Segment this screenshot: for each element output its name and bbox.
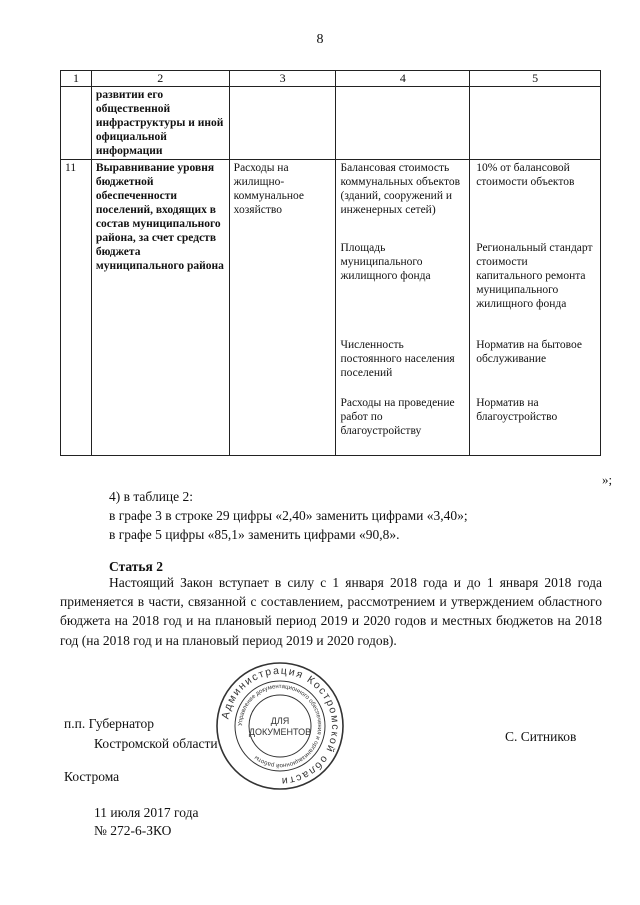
stamp-outer-ring: [217, 663, 343, 789]
header-cell: 5: [470, 71, 601, 87]
article-text: Настоящий Закон вступает в силу с 1 января 2018 года и до 1 января 2018 года применяется в части, связанной с составлением, рассмотрением и утверждением областного бюджета на 2018 год и на плановый период 2019 и 2020 годов и местных бюджетов на 2018 год (на 2018 год и на плановый период 2019 и 2020 годов).: [60, 575, 602, 648]
norm-item: Региональный стандарт стоимости капитального ремонта муниципального жилищного фонда: [476, 242, 593, 311]
indicator-item: Балансовая стоимость коммунальных объектов (зданий, сооружений и инженерных сетей): [340, 162, 461, 217]
cell-indicators: [336, 160, 470, 456]
cell-norm: [470, 87, 601, 160]
closing-quote: »;: [602, 472, 613, 487]
cell-expense: [229, 87, 336, 160]
place: Кострома: [64, 769, 120, 784]
schedule-table: [60, 70, 601, 456]
cell-name: развитии его общественной инфраструктуры и иной официальной информации: [91, 87, 229, 160]
header-cell: 1: [61, 71, 92, 87]
table-header-row: [61, 71, 601, 87]
official-stamp: [214, 660, 346, 792]
norm-item: Норматив на бытовое обслуживание: [476, 339, 583, 366]
header-cell: 2: [91, 71, 229, 87]
signature-title: п.п. Губернатор: [64, 716, 154, 731]
law-date: 11 июля 2017 года: [94, 805, 199, 820]
cell-name: Выравнивание уровня бюджетной обеспеченности поселений, входящих в состав муниципального района, за счет средств бюджета муниципального района: [91, 160, 229, 456]
table-row-continuation: [61, 87, 601, 160]
cell-indicator: [336, 87, 470, 160]
signature-region: Костромской области: [94, 736, 218, 751]
stamp-center-ring: [249, 695, 311, 757]
stamp-center-line1: ДЛЯ: [270, 716, 290, 726]
amendment-line: в графе 3 в строке 29 цифры «2,40» заменить цифрами «3,40»;: [109, 508, 468, 523]
norm-item: 10% от балансовой стоимости объектов: [476, 162, 575, 189]
cell-norms: [470, 160, 601, 456]
cell-number: 11: [61, 160, 92, 456]
amendment-line: в графе 5 цифры «85,1» заменить цифрами «90,8».: [109, 527, 400, 542]
indicator-item: Расходы на проведение работ по благоустройству: [340, 397, 455, 438]
page-number: 8: [316, 32, 324, 47]
norm-item: Норматив на благоустройство: [476, 397, 558, 424]
table-row-11: [61, 160, 601, 456]
header-cell: 4: [336, 71, 470, 87]
stamp-ring-text: Администрация Костромской области: [219, 664, 342, 788]
indicator-item: Численность постоянного населения поселений: [340, 339, 455, 380]
amendment-item: 4) в таблице 2:: [109, 489, 194, 504]
article-title: Статья 2: [109, 559, 163, 574]
stamp-center-line2: ДОКУМЕНТОВ: [248, 727, 312, 737]
stamp-inner-text: Управление документационного обеспечения и организационной работы: [237, 683, 323, 769]
signatory-name: С. Ситников: [505, 729, 577, 744]
cell-number: [61, 87, 92, 160]
law-number: № 272-6-ЗКО: [94, 823, 172, 838]
indicator-item: Площадь муниципального жилищного фонда: [340, 242, 431, 283]
header-cell: 3: [229, 71, 336, 87]
cell-expense: Расходы на жилищно-коммунальное хозяйство: [229, 160, 336, 456]
